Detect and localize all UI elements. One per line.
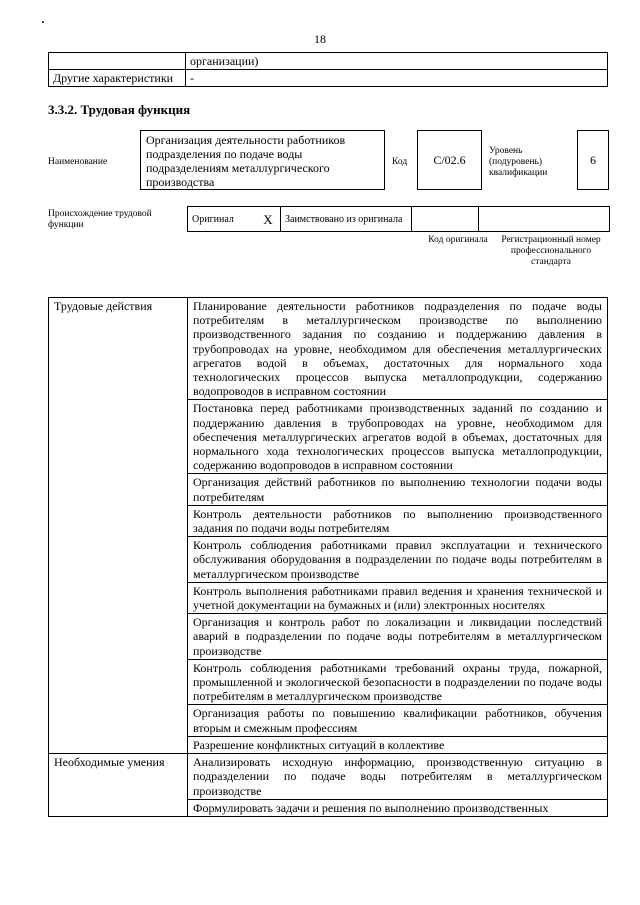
list-item: Организация работы по повышению квалификации работников, обучения вторым и смежным профессиям: [188, 705, 608, 736]
function-details-table: [48, 297, 608, 817]
function-level-value: [577, 130, 609, 190]
function-code-value: [417, 130, 482, 190]
origin-table: [187, 206, 610, 232]
list-item: Планирование деятельности работников подразделения по подаче воды потребителям в металлургическом производстве по выполнению производственного задания по созданию и поддержанию давления в трубопроводах на уровне, необходимом для обеспечения металлургических агрегатов водой в объемах, достаточных для нормального хода технологических процессов выпуска металлопродукции, содержанию водопроводов в исправном состоянии: [188, 298, 608, 400]
level-label: Уровень (подуровень) квалификации: [489, 146, 548, 178]
list-item: Формулировать задачи и решения по выполнению производственных: [188, 799, 608, 816]
list-item: Разрешение конфликтных ситуаций в коллективе: [188, 736, 608, 753]
origin-label: Происхождение трудовой функции: [48, 209, 152, 230]
table-row: [188, 207, 610, 232]
category-required-skills: Необходимые умения: [49, 754, 188, 817]
list-item: Контроль соблюдения работниками требований охраны труда, пожарной, промышленной и экологической безопасности в подразделении по подаче воды потребителям в металлургическом производстве: [188, 659, 608, 705]
code-original-caption: Код оригинала: [428, 235, 488, 245]
table-row: [49, 70, 608, 87]
reg-number-cell: [479, 207, 610, 232]
original-mark: X: [256, 207, 281, 232]
function-name-value: Организация деятельности работников подразделения по подаче воды подразделениям металлургического производства: [140, 130, 385, 190]
row-label: [49, 53, 186, 70]
list-item: Постановка перед работниками производственных заданий по созданию и поддержанию давления в трубопроводах на уровне, необходимом для обеспечения металлургических агрегатов водой в объемах, достаточных для нормального хода технологических процессов выпуска металлопродукции, содержанию водопроводов в исправном состоянии: [188, 400, 608, 474]
reg-number-caption: Регистрационный номер профессионального стандарта: [501, 235, 601, 267]
original-label: Оригинал: [188, 207, 257, 232]
category-labor-actions: Трудовые действия: [49, 298, 188, 754]
row-value: -: [186, 70, 608, 87]
row-label: Другие характеристики: [49, 70, 186, 87]
code-label: Код: [392, 157, 408, 167]
page-number: 18: [314, 32, 326, 46]
borrowed-label: Заимствовано из оригинала: [281, 207, 412, 232]
list-item: Организация и контроль работ по локализации и ликвидации последствий аварий в подразделении по подаче воды потребителям в металлургическом производстве: [188, 614, 608, 660]
table-row: [49, 754, 608, 800]
scan-mark: [42, 21, 44, 23]
code-value-text: С/02.6: [433, 152, 466, 167]
name-label: Наименование: [48, 157, 108, 167]
section-title: 3.3.2. Трудовая функция: [48, 102, 191, 117]
list-item: Контроль соблюдения работниками правил эксплуатации и технического обслуживания оборудования в подразделении по подаче воды потребителям в металлургическом производстве: [188, 537, 608, 583]
table-row: [49, 53, 608, 70]
list-item: Контроль выполнения работниками правил ведения и хранения технической и учетной документации на бумажных и (или) электронных носителях: [188, 582, 608, 613]
row-value: организации): [186, 53, 608, 70]
list-item: Организация действий работников по выполнению технологии подачи воды потребителям: [188, 474, 608, 505]
table-row: [49, 298, 608, 400]
original-code-cell: [412, 207, 479, 232]
top-characteristics-table: [48, 52, 608, 87]
level-value-text: 6: [590, 152, 596, 167]
list-item: Контроль деятельности работников по выполнению производственного задания по подачи воды потребителям: [188, 505, 608, 536]
list-item: Анализировать исходную информацию, производственную ситуацию в подразделении по подаче воды потребителям в металлургическом производстве: [188, 754, 608, 800]
